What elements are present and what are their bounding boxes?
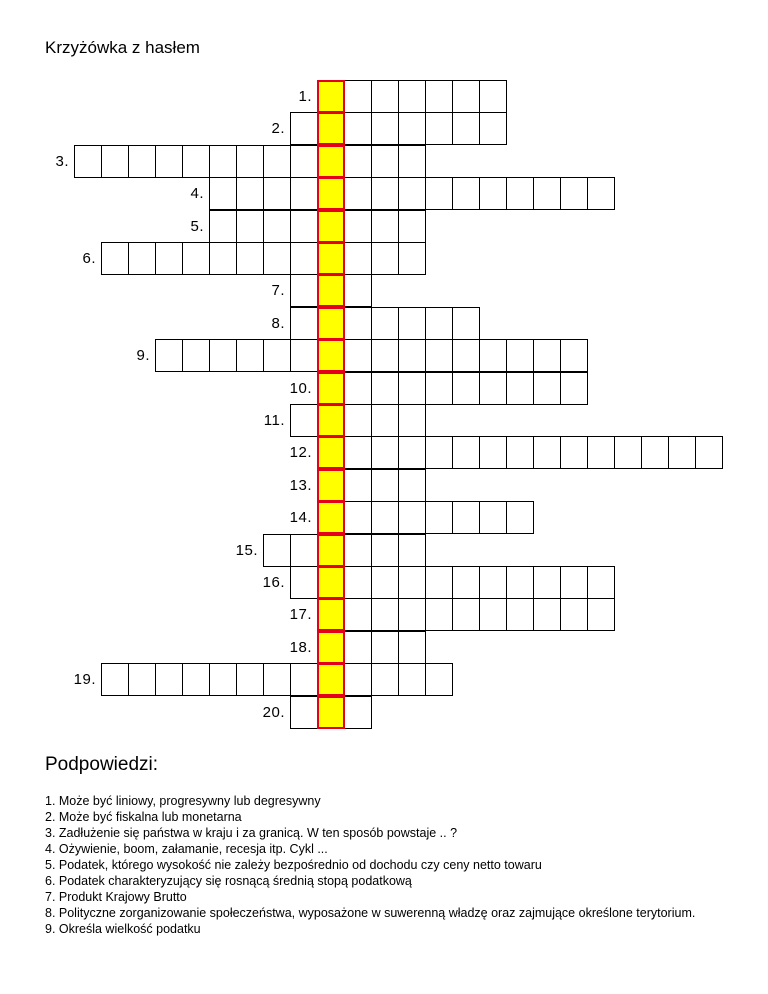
row-number: 17. <box>289 606 312 624</box>
crossword-cell[interactable] <box>290 663 318 696</box>
crossword-cell[interactable] <box>560 436 588 469</box>
crossword-cell[interactable] <box>398 112 426 145</box>
row-number: 19. <box>73 671 96 689</box>
crossword-cell[interactable] <box>263 242 291 275</box>
crossword-cell[interactable] <box>398 210 426 243</box>
crossword-cell[interactable] <box>344 534 372 567</box>
crossword-cell[interactable] <box>290 210 318 243</box>
crossword-cell[interactable] <box>398 598 426 631</box>
crossword-cell[interactable] <box>344 145 372 178</box>
crossword-cell[interactable] <box>263 145 291 178</box>
crossword-cell[interactable] <box>236 177 264 210</box>
crossword-cell[interactable] <box>371 339 399 372</box>
key-cell[interactable] <box>317 566 345 599</box>
crossword-cell[interactable] <box>398 566 426 599</box>
crossword-cell[interactable] <box>209 663 237 696</box>
crossword-cell[interactable] <box>236 210 264 243</box>
crossword-cell[interactable] <box>479 501 507 534</box>
crossword-cell[interactable] <box>263 177 291 210</box>
crossword-cell[interactable] <box>209 145 237 178</box>
crossword-cell[interactable] <box>560 566 588 599</box>
crossword-cell[interactable] <box>182 339 210 372</box>
crossword-cell[interactable] <box>479 436 507 469</box>
crossword-cell[interactable] <box>425 177 453 210</box>
key-cell[interactable] <box>317 210 345 243</box>
crossword-cell[interactable] <box>101 242 129 275</box>
crossword-cell[interactable] <box>398 534 426 567</box>
row-number: 18. <box>289 638 312 656</box>
crossword-cell[interactable] <box>452 598 480 631</box>
crossword-cell[interactable] <box>182 145 210 178</box>
crossword-cell[interactable] <box>452 436 480 469</box>
crossword-cell[interactable] <box>290 534 318 567</box>
crossword-cell[interactable] <box>236 339 264 372</box>
crossword-cell[interactable] <box>479 566 507 599</box>
crossword-cell[interactable] <box>371 210 399 243</box>
crossword-cell[interactable] <box>587 598 615 631</box>
crossword-cell[interactable] <box>506 598 534 631</box>
key-cell[interactable] <box>317 696 345 729</box>
crossword-cell[interactable] <box>290 307 318 340</box>
row-number: 4. <box>190 185 204 203</box>
crossword-cell[interactable] <box>452 80 480 113</box>
crossword-cell[interactable] <box>371 598 399 631</box>
crossword-cell[interactable] <box>371 177 399 210</box>
crossword-cell[interactable] <box>290 566 318 599</box>
crossword-cell[interactable] <box>371 372 399 405</box>
crossword-cell[interactable] <box>128 242 156 275</box>
crossword-cell[interactable] <box>236 663 264 696</box>
hint-item: 8. Polityczne zorganizowanie społeczeństwa, wyposażone w suwerenną władzę oraz zajmujące określone terytorium. <box>45 906 696 920</box>
crossword-cell[interactable] <box>533 372 561 405</box>
key-cell[interactable] <box>317 631 345 664</box>
crossword-cell[interactable] <box>344 631 372 664</box>
row-number: 3. <box>55 152 69 170</box>
crossword-cell[interactable] <box>371 145 399 178</box>
crossword-cell[interactable] <box>614 436 642 469</box>
row-number: 11. <box>263 412 285 429</box>
crossword-cell[interactable] <box>533 339 561 372</box>
crossword-cell[interactable] <box>452 112 480 145</box>
key-cell[interactable] <box>317 80 345 113</box>
hint-item: 9. Określa wielkość podatku <box>45 922 201 936</box>
crossword-cell[interactable] <box>344 307 372 340</box>
crossword-cell[interactable] <box>506 177 534 210</box>
crossword-cell[interactable] <box>344 177 372 210</box>
crossword-cell[interactable] <box>425 339 453 372</box>
crossword-cell[interactable] <box>209 210 237 243</box>
crossword-cell[interactable] <box>506 436 534 469</box>
crossword-cell[interactable] <box>533 436 561 469</box>
crossword-cell[interactable] <box>236 145 264 178</box>
crossword-cell[interactable] <box>479 112 507 145</box>
crossword-cell[interactable] <box>290 696 318 729</box>
row-number: 7. <box>271 282 285 300</box>
crossword-cell[interactable] <box>344 696 372 729</box>
key-cell[interactable] <box>317 307 345 340</box>
row-number: 6. <box>82 250 96 267</box>
crossword-cell[interactable] <box>344 663 372 696</box>
key-cell[interactable] <box>317 404 345 437</box>
crossword-cell[interactable] <box>290 404 318 437</box>
crossword-cell[interactable] <box>425 501 453 534</box>
crossword-cell[interactable] <box>263 210 291 243</box>
crossword-cell[interactable] <box>398 145 426 178</box>
row-number: 10. <box>289 379 312 397</box>
crossword-cell[interactable] <box>506 566 534 599</box>
crossword-cell[interactable] <box>506 339 534 372</box>
crossword-cell[interactable] <box>209 339 237 372</box>
crossword-cell[interactable] <box>371 80 399 113</box>
key-cell[interactable] <box>317 177 345 210</box>
key-cell[interactable] <box>317 534 345 567</box>
row-number: 12. <box>289 444 312 462</box>
row-number: 8. <box>271 314 285 332</box>
row-number: 15. <box>235 541 258 559</box>
crossword-cell[interactable] <box>344 80 372 113</box>
crossword-cell[interactable] <box>506 501 534 534</box>
row-number: 16. <box>262 574 285 591</box>
crossword-cell[interactable] <box>371 242 399 275</box>
hint-item: 5. Podatek, którego wysokość nie zależy bezpośrednio od dochodu czy ceny netto towaru <box>45 858 542 872</box>
crossword-cell[interactable] <box>290 274 318 307</box>
crossword-cell[interactable] <box>452 501 480 534</box>
hint-item: 3. Zadłużenie się państwa w kraju i za granicą. W ten sposób powstaje .. ? <box>45 826 458 840</box>
crossword-cell[interactable] <box>425 112 453 145</box>
crossword-cell[interactable] <box>344 501 372 534</box>
crossword-cell[interactable] <box>425 307 453 340</box>
crossword-cell[interactable] <box>425 663 453 696</box>
row-number: 20. <box>262 703 285 721</box>
crossword-cell[interactable] <box>371 469 399 502</box>
hints-list <box>45 793 735 937</box>
crossword-cell[interactable] <box>398 339 426 372</box>
crossword-cell[interactable] <box>479 372 507 405</box>
crossword-cell[interactable] <box>452 566 480 599</box>
row-number: 1. <box>298 88 312 105</box>
crossword-cell[interactable] <box>344 242 372 275</box>
hint-item: 2. Może być fiskalna lub monetarna <box>45 810 242 824</box>
crossword-cell[interactable] <box>560 339 588 372</box>
crossword-cell[interactable] <box>479 80 507 113</box>
crossword-cell[interactable] <box>74 145 102 178</box>
crossword-cell[interactable] <box>182 242 210 275</box>
crossword-cell[interactable] <box>344 598 372 631</box>
crossword-cell[interactable] <box>344 372 372 405</box>
crossword-cell[interactable] <box>479 598 507 631</box>
crossword-cell[interactable] <box>425 436 453 469</box>
key-cell[interactable] <box>317 112 345 145</box>
crossword-cell[interactable] <box>101 145 129 178</box>
crossword-cell[interactable] <box>290 112 318 145</box>
row-number: 5. <box>190 217 204 235</box>
crossword-cell[interactable] <box>425 372 453 405</box>
key-cell[interactable] <box>317 663 345 696</box>
crossword-cell[interactable] <box>344 469 372 502</box>
hint-item: 1. Może być liniowy, progresywny lub degresywny <box>45 794 321 808</box>
crossword-cell[interactable] <box>641 436 669 469</box>
key-cell[interactable] <box>317 339 345 372</box>
crossword-cell[interactable] <box>209 242 237 275</box>
crossword-cell[interactable] <box>344 210 372 243</box>
crossword-cell[interactable] <box>371 404 399 437</box>
key-cell[interactable] <box>317 372 345 405</box>
crossword-cell[interactable] <box>398 663 426 696</box>
hint-item: 6. Podatek charakteryzujący się rosnącą średnią stopą podatkową <box>45 874 412 888</box>
crossword-cell[interactable] <box>290 177 318 210</box>
crossword-cell[interactable] <box>533 566 561 599</box>
crossword-cell[interactable] <box>371 566 399 599</box>
crossword-cell[interactable] <box>128 145 156 178</box>
crossword-cell[interactable] <box>263 339 291 372</box>
key-cell[interactable] <box>317 145 345 178</box>
crossword-cell[interactable] <box>290 242 318 275</box>
crossword-cell[interactable] <box>236 242 264 275</box>
crossword-cell[interactable] <box>452 372 480 405</box>
crossword-cell[interactable] <box>479 339 507 372</box>
crossword-cell[interactable] <box>344 112 372 145</box>
row-number: 2. <box>271 120 285 138</box>
crossword-cell[interactable] <box>344 274 372 307</box>
crossword-cell[interactable] <box>371 534 399 567</box>
crossword-cell[interactable] <box>452 307 480 340</box>
key-cell[interactable] <box>317 242 345 275</box>
crossword-cell[interactable] <box>452 339 480 372</box>
crossword-cell[interactable] <box>371 436 399 469</box>
key-cell[interactable] <box>317 598 345 631</box>
crossword-cell[interactable] <box>506 372 534 405</box>
crossword-cell[interactable] <box>371 663 399 696</box>
page-title: Krzyżówka z hasłem <box>45 38 200 57</box>
crossword-cell[interactable] <box>560 372 588 405</box>
row-number: 13. <box>289 476 312 494</box>
key-cell[interactable] <box>317 501 345 534</box>
key-cell[interactable] <box>317 469 345 502</box>
row-number: 14. <box>289 509 312 527</box>
crossword-cell[interactable] <box>560 177 588 210</box>
crossword-cell[interactable] <box>398 436 426 469</box>
crossword-cell[interactable] <box>182 663 210 696</box>
crossword-cell[interactable] <box>398 469 426 502</box>
crossword-cell[interactable] <box>398 631 426 664</box>
crossword-cell[interactable] <box>344 339 372 372</box>
crossword-cell[interactable] <box>128 663 156 696</box>
crossword-cell[interactable] <box>398 404 426 437</box>
crossword-cell[interactable] <box>344 566 372 599</box>
crossword-cell[interactable] <box>209 177 237 210</box>
crossword-cell[interactable] <box>371 501 399 534</box>
crossword-cell[interactable] <box>371 112 399 145</box>
crossword-cell[interactable] <box>479 177 507 210</box>
crossword-cell[interactable] <box>398 80 426 113</box>
crossword-cell[interactable] <box>587 177 615 210</box>
hints-title: Podpowiedzi: <box>45 754 159 775</box>
crossword-cell[interactable] <box>344 404 372 437</box>
crossword-cell[interactable] <box>668 436 696 469</box>
crossword-cell[interactable] <box>695 436 723 469</box>
crossword-cell[interactable] <box>587 566 615 599</box>
crossword-cell[interactable] <box>398 501 426 534</box>
crossword-cell[interactable] <box>452 177 480 210</box>
key-cell[interactable] <box>317 274 345 307</box>
row-number: 9. <box>136 347 150 365</box>
crossword-cell[interactable] <box>533 598 561 631</box>
crossword-cell[interactable] <box>263 663 291 696</box>
hint-item: 7. Produkt Krajowy Brutto <box>45 890 187 904</box>
crossword-cell[interactable] <box>398 372 426 405</box>
crossword-cell[interactable] <box>560 598 588 631</box>
crossword-cell[interactable] <box>398 307 426 340</box>
crossword-cell[interactable] <box>155 242 183 275</box>
crossword-cell[interactable] <box>290 145 318 178</box>
crossword-cell[interactable] <box>533 177 561 210</box>
crossword-cell[interactable] <box>371 307 399 340</box>
crossword-cell[interactable] <box>398 242 426 275</box>
crossword-cell[interactable] <box>425 80 453 113</box>
crossword-cell[interactable] <box>263 534 291 567</box>
crossword-cell[interactable] <box>587 436 615 469</box>
crossword-cell[interactable] <box>425 598 453 631</box>
crossword-cell[interactable] <box>398 177 426 210</box>
crossword-cell[interactable] <box>155 339 183 372</box>
crossword-cell[interactable] <box>155 663 183 696</box>
hint-item: 4. Ożywienie, boom, załamanie, recesja itp. Cykl ... <box>45 842 328 856</box>
crossword-cell[interactable] <box>344 436 372 469</box>
crossword-cell[interactable] <box>371 631 399 664</box>
crossword-cell[interactable] <box>290 339 318 372</box>
key-cell[interactable] <box>317 436 345 469</box>
crossword-cell[interactable] <box>101 663 129 696</box>
crossword-cell[interactable] <box>425 566 453 599</box>
crossword-cell[interactable] <box>155 145 183 178</box>
